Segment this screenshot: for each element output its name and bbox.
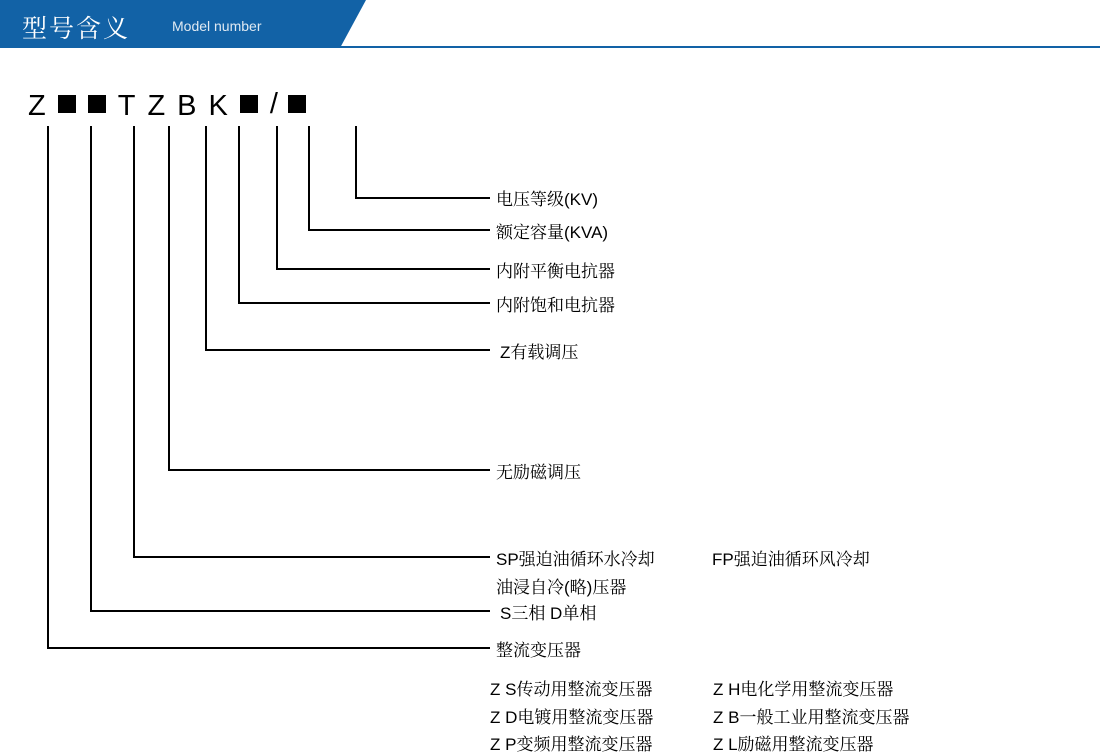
leader-hline-on-load-tap <box>205 349 490 351</box>
leader-vline-rectifier-transformer <box>47 126 49 648</box>
code-box-4 <box>288 95 306 113</box>
page-subtitle: Model number <box>172 18 262 34</box>
leader-vline-on-load-tap <box>205 126 207 350</box>
note-row-col1: Z D电镀用整流变压器 <box>490 707 654 727</box>
leader-vline-phase <box>90 126 92 611</box>
label-on-load-tap: Z有载调压 <box>500 343 579 362</box>
header-divider <box>0 46 1100 48</box>
leader-hline-rectifier-transformer <box>47 647 490 649</box>
label-off-circuit-tap: 无励磁调压 <box>496 463 581 482</box>
leader-vline-saturable-reactor <box>238 126 240 303</box>
label-voltage-class: 电压等级(KV) <box>496 190 598 209</box>
leader-vline-voltage-class <box>355 126 357 198</box>
note-row-col2: Z H电化学用整流变压器 <box>713 680 894 699</box>
code-char-z2: Z <box>147 89 166 122</box>
label-rated-capacity: 额定容量(KVA) <box>496 223 609 242</box>
note-row-col1: Z S传动用整流变压器 <box>490 680 653 699</box>
leader-vline-off-circuit-tap <box>168 126 170 470</box>
note-row-col1: Z P变频用整流变压器 <box>490 735 653 755</box>
code-box-3 <box>240 95 258 113</box>
code-char-t: T <box>117 89 136 122</box>
leader-vline-balance-reactor <box>276 126 278 269</box>
code-char-k: K <box>208 89 228 122</box>
label-cooling-water: SP强迫油循环水冷却 <box>496 550 655 569</box>
label-cooling-air: FP强迫油循环风冷却 <box>712 550 870 569</box>
note-row-col2: Z B一般工业用整流变压器 <box>713 707 910 727</box>
model-code-row <box>28 86 318 126</box>
leader-hline-phase <box>90 610 490 612</box>
leader-hline-balance-reactor <box>276 268 490 270</box>
leader-vline-rated-capacity <box>308 126 310 230</box>
page-title: 型号含义 <box>22 15 131 43</box>
leader-hline-rated-capacity <box>308 229 490 231</box>
note-row-col2: Z L励磁用整流变压器 <box>713 735 874 755</box>
code-box-1 <box>58 95 76 113</box>
note-row <box>490 676 909 704</box>
code-char-b: B <box>177 89 197 122</box>
code-char-z1: Z <box>28 89 46 122</box>
leader-vline-cooling <box>133 126 135 557</box>
leader-hline-voltage-class <box>355 197 490 199</box>
note-row <box>490 704 909 732</box>
label-phase: S三相 D单相 <box>500 604 597 623</box>
note-row <box>490 731 909 756</box>
leader-hline-saturable-reactor <box>238 302 490 304</box>
label-balance-reactor: 内附平衡电抗器 <box>496 262 615 281</box>
label-saturable-reactor: 内附饱和电抗器 <box>496 296 615 315</box>
label-oil-immersed-self-cooled: 油浸自冷(略)压器 <box>496 578 627 597</box>
label-rectifier-transformer: 整流变压器 <box>496 641 581 660</box>
leader-hline-cooling <box>133 556 490 558</box>
code-slash: / <box>269 87 278 120</box>
code-capacity-voltage-group <box>240 87 318 123</box>
notes-block <box>490 676 909 756</box>
code-box-2 <box>88 95 106 113</box>
leader-hline-off-circuit-tap <box>168 469 490 471</box>
